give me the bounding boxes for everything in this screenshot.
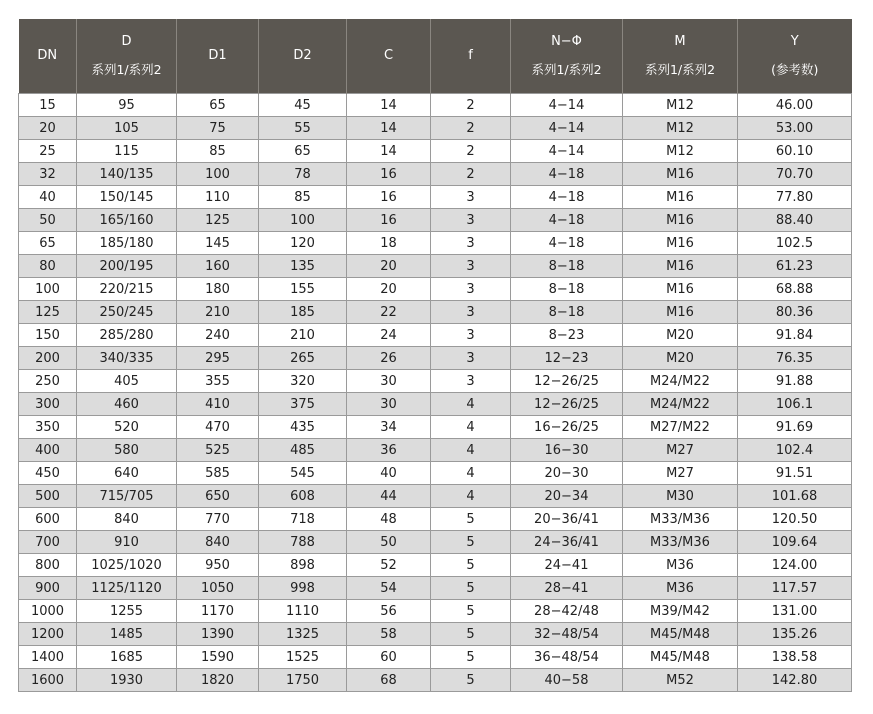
table-cell-m: M45/M48	[623, 623, 738, 646]
column-header-label: DN	[37, 48, 58, 63]
table-cell-d: 105	[77, 117, 177, 140]
table-cell-m: M16	[623, 186, 738, 209]
table-cell-dn: 65	[19, 232, 77, 255]
table-row	[19, 393, 852, 416]
column-header-f	[431, 19, 511, 94]
column-header-sublabel: (参考数)	[771, 62, 819, 77]
table-cell-d1: 75	[177, 117, 259, 140]
table-cell-m: M24/M22	[623, 393, 738, 416]
table-row	[19, 600, 852, 623]
column-header-sublabel: 系列1/系列2	[91, 62, 162, 77]
table-cell-c: 14	[347, 117, 431, 140]
table-cell-y: 120.50	[738, 508, 852, 531]
table-cell-d2: 120	[259, 232, 347, 255]
table-cell-d: 285/280	[77, 324, 177, 347]
column-header-label: M	[674, 34, 686, 49]
table-cell-n-phi: 4−14	[511, 140, 623, 163]
table-cell-dn: 350	[19, 416, 77, 439]
table-cell-f: 4	[431, 462, 511, 485]
table-cell-c: 50	[347, 531, 431, 554]
table-cell-m: M16	[623, 209, 738, 232]
table-cell-n-phi: 4−18	[511, 209, 623, 232]
table-cell-d2: 1110	[259, 600, 347, 623]
table-cell-d: 1255	[77, 600, 177, 623]
table-cell-f: 3	[431, 186, 511, 209]
table-cell-d2: 1325	[259, 623, 347, 646]
table-cell-c: 68	[347, 669, 431, 692]
table-cell-n-phi: 8−18	[511, 255, 623, 278]
table-cell-d2: 375	[259, 393, 347, 416]
header-row	[19, 19, 852, 94]
table-cell-y: 70.70	[738, 163, 852, 186]
column-header-label: Y	[790, 34, 799, 49]
table-cell-c: 36	[347, 439, 431, 462]
table-cell-m: M52	[623, 669, 738, 692]
table-cell-d2: 1525	[259, 646, 347, 669]
table-cell-m: M36	[623, 577, 738, 600]
table-cell-d2: 85	[259, 186, 347, 209]
table-row	[19, 623, 852, 646]
table-row	[19, 209, 852, 232]
table-cell-f: 2	[431, 94, 511, 117]
table-cell-d: 220/215	[77, 278, 177, 301]
table-cell-f: 5	[431, 646, 511, 669]
table-cell-d: 1485	[77, 623, 177, 646]
table-cell-dn: 1400	[19, 646, 77, 669]
table-cell-m: M24/M22	[623, 370, 738, 393]
table-cell-y: 91.51	[738, 462, 852, 485]
table-cell-y: 109.64	[738, 531, 852, 554]
table-cell-d2: 435	[259, 416, 347, 439]
table-cell-n-phi: 28−42/48	[511, 600, 623, 623]
table-cell-d1: 125	[177, 209, 259, 232]
table-cell-d1: 85	[177, 140, 259, 163]
table-cell-m: M27	[623, 462, 738, 485]
table-cell-d: 715/705	[77, 485, 177, 508]
table-cell-f: 3	[431, 301, 511, 324]
table-row	[19, 278, 852, 301]
table-row	[19, 324, 852, 347]
table-cell-f: 5	[431, 554, 511, 577]
table-cell-d1: 180	[177, 278, 259, 301]
table-cell-d2: 45	[259, 94, 347, 117]
table-cell-d1: 950	[177, 554, 259, 577]
table-cell-n-phi: 32−48/54	[511, 623, 623, 646]
table-row	[19, 186, 852, 209]
column-header-label: C	[383, 48, 394, 63]
table-cell-c: 24	[347, 324, 431, 347]
table-cell-n-phi: 20−30	[511, 462, 623, 485]
table-cell-c: 52	[347, 554, 431, 577]
table-cell-d1: 160	[177, 255, 259, 278]
table-cell-d: 185/180	[77, 232, 177, 255]
table-cell-dn: 20	[19, 117, 77, 140]
table-cell-f: 2	[431, 117, 511, 140]
table-cell-d: 1685	[77, 646, 177, 669]
table-cell-f: 4	[431, 416, 511, 439]
table-cell-n-phi: 20−36/41	[511, 508, 623, 531]
table-cell-c: 56	[347, 600, 431, 623]
table-cell-d: 200/195	[77, 255, 177, 278]
table-row	[19, 140, 852, 163]
column-header-label: D1	[208, 48, 227, 63]
column-header-y	[738, 19, 852, 94]
table-cell-y: 117.57	[738, 577, 852, 600]
table-cell-d: 95	[77, 94, 177, 117]
table-cell-c: 16	[347, 163, 431, 186]
table-cell-d2: 55	[259, 117, 347, 140]
table-cell-d2: 185	[259, 301, 347, 324]
table-cell-y: 46.00	[738, 94, 852, 117]
table-cell-dn: 150	[19, 324, 77, 347]
table-cell-y: 68.88	[738, 278, 852, 301]
table-row	[19, 646, 852, 669]
table-cell-m: M12	[623, 117, 738, 140]
table-cell-f: 3	[431, 255, 511, 278]
table-cell-n-phi: 4−18	[511, 232, 623, 255]
table-cell-d2: 135	[259, 255, 347, 278]
table-cell-c: 16	[347, 209, 431, 232]
table-cell-dn: 250	[19, 370, 77, 393]
table-cell-c: 58	[347, 623, 431, 646]
table-cell-n-phi: 24−41	[511, 554, 623, 577]
table-cell-dn: 600	[19, 508, 77, 531]
table-cell-d2: 898	[259, 554, 347, 577]
table-cell-f: 3	[431, 370, 511, 393]
table-cell-d: 580	[77, 439, 177, 462]
table-cell-n-phi: 28−41	[511, 577, 623, 600]
table-cell-n-phi: 36−48/54	[511, 646, 623, 669]
table-cell-y: 124.00	[738, 554, 852, 577]
table-cell-y: 142.80	[738, 669, 852, 692]
table-cell-d1: 1050	[177, 577, 259, 600]
table-cell-d1: 65	[177, 94, 259, 117]
column-header-d2	[259, 19, 347, 94]
table-cell-c: 14	[347, 94, 431, 117]
column-header-label: f	[468, 48, 473, 63]
table-cell-m: M16	[623, 255, 738, 278]
table-cell-y: 77.80	[738, 186, 852, 209]
table-cell-d1: 1390	[177, 623, 259, 646]
table-cell-m: M45/M48	[623, 646, 738, 669]
table-cell-m: M12	[623, 140, 738, 163]
table-cell-d1: 100	[177, 163, 259, 186]
table-row	[19, 416, 852, 439]
table-cell-d2: 155	[259, 278, 347, 301]
table-cell-d2: 1750	[259, 669, 347, 692]
table-cell-y: 106.1	[738, 393, 852, 416]
table-cell-y: 88.40	[738, 209, 852, 232]
table-cell-d: 840	[77, 508, 177, 531]
table-cell-c: 60	[347, 646, 431, 669]
table-cell-d1: 145	[177, 232, 259, 255]
table-cell-d: 1025/1020	[77, 554, 177, 577]
table-cell-y: 138.58	[738, 646, 852, 669]
table-cell-f: 3	[431, 324, 511, 347]
table-cell-y: 101.68	[738, 485, 852, 508]
table-cell-dn: 100	[19, 278, 77, 301]
table-cell-f: 5	[431, 669, 511, 692]
table-row	[19, 347, 852, 370]
table-cell-d: 340/335	[77, 347, 177, 370]
table-cell-m: M16	[623, 163, 738, 186]
table-cell-n-phi: 8−18	[511, 301, 623, 324]
table-cell-d2: 788	[259, 531, 347, 554]
table-cell-d1: 1590	[177, 646, 259, 669]
table-cell-m: M16	[623, 232, 738, 255]
table-cell-c: 34	[347, 416, 431, 439]
table-body	[19, 94, 852, 692]
table-cell-f: 4	[431, 393, 511, 416]
table-row	[19, 301, 852, 324]
table-row	[19, 117, 852, 140]
table-cell-c: 14	[347, 140, 431, 163]
table-cell-c: 48	[347, 508, 431, 531]
column-header-sublabel: 系列1/系列2	[644, 62, 716, 77]
table-cell-d: 1125/1120	[77, 577, 177, 600]
table-cell-d1: 650	[177, 485, 259, 508]
table-cell-dn: 500	[19, 485, 77, 508]
table-cell-d2: 210	[259, 324, 347, 347]
table-cell-d: 520	[77, 416, 177, 439]
column-header-label: N−Φ	[551, 34, 582, 49]
table-cell-n-phi: 12−26/25	[511, 393, 623, 416]
table-cell-n-phi: 4−14	[511, 94, 623, 117]
table-cell-dn: 900	[19, 577, 77, 600]
table-cell-c: 30	[347, 370, 431, 393]
table-cell-y: 53.00	[738, 117, 852, 140]
table-cell-d2: 78	[259, 163, 347, 186]
table-cell-dn: 1600	[19, 669, 77, 692]
table-cell-f: 5	[431, 531, 511, 554]
table-row	[19, 554, 852, 577]
table-cell-dn: 300	[19, 393, 77, 416]
table-cell-n-phi: 12−23	[511, 347, 623, 370]
table-cell-n-phi: 8−23	[511, 324, 623, 347]
table-cell-c: 40	[347, 462, 431, 485]
table-cell-dn: 400	[19, 439, 77, 462]
table-cell-dn: 80	[19, 255, 77, 278]
table-cell-y: 91.69	[738, 416, 852, 439]
table-cell-c: 54	[347, 577, 431, 600]
table-cell-dn: 25	[19, 140, 77, 163]
table-row	[19, 577, 852, 600]
table-cell-dn: 450	[19, 462, 77, 485]
table-cell-dn: 32	[19, 163, 77, 186]
table-cell-dn: 200	[19, 347, 77, 370]
table-cell-dn: 800	[19, 554, 77, 577]
table-cell-n-phi: 20−34	[511, 485, 623, 508]
column-header-c	[347, 19, 431, 94]
table-cell-dn: 50	[19, 209, 77, 232]
table-row	[19, 94, 852, 117]
table-cell-f: 4	[431, 485, 511, 508]
table-cell-m: M20	[623, 324, 738, 347]
column-header-label: D2	[293, 48, 312, 63]
table-cell-d1: 770	[177, 508, 259, 531]
table-cell-d2: 265	[259, 347, 347, 370]
column-header-label: D	[121, 34, 132, 49]
table-row	[19, 462, 852, 485]
table-row	[19, 255, 852, 278]
table-row	[19, 370, 852, 393]
table-cell-c: 30	[347, 393, 431, 416]
table-cell-n-phi: 16−30	[511, 439, 623, 462]
table-cell-y: 135.26	[738, 623, 852, 646]
table-cell-c: 16	[347, 186, 431, 209]
table-cell-d1: 240	[177, 324, 259, 347]
table-cell-dn: 1200	[19, 623, 77, 646]
table-cell-d: 640	[77, 462, 177, 485]
table-cell-d: 115	[77, 140, 177, 163]
table-cell-d1: 470	[177, 416, 259, 439]
table-cell-f: 5	[431, 577, 511, 600]
table-cell-m: M27/M22	[623, 416, 738, 439]
table-cell-d1: 1170	[177, 600, 259, 623]
table-cell-n-phi: 4−18	[511, 186, 623, 209]
table-row	[19, 163, 852, 186]
table-cell-c: 18	[347, 232, 431, 255]
table-row	[19, 508, 852, 531]
table-cell-d: 165/160	[77, 209, 177, 232]
table-cell-n-phi: 4−18	[511, 163, 623, 186]
table-cell-d1: 585	[177, 462, 259, 485]
table-cell-d: 910	[77, 531, 177, 554]
table-cell-y: 80.36	[738, 301, 852, 324]
table-cell-d2: 65	[259, 140, 347, 163]
table-cell-y: 91.88	[738, 370, 852, 393]
table-cell-d: 1930	[77, 669, 177, 692]
table-cell-d2: 320	[259, 370, 347, 393]
table-cell-dn: 15	[19, 94, 77, 117]
table-cell-d: 250/245	[77, 301, 177, 324]
table-cell-d1: 110	[177, 186, 259, 209]
table-cell-m: M30	[623, 485, 738, 508]
table-cell-d: 460	[77, 393, 177, 416]
table-cell-d: 150/145	[77, 186, 177, 209]
table-cell-y: 91.84	[738, 324, 852, 347]
table-cell-f: 4	[431, 439, 511, 462]
table-cell-y: 102.5	[738, 232, 852, 255]
table-row	[19, 669, 852, 692]
table-cell-y: 60.10	[738, 140, 852, 163]
column-header-m	[623, 19, 738, 94]
column-header-d	[77, 19, 177, 94]
table-cell-f: 3	[431, 232, 511, 255]
table-cell-m: M36	[623, 554, 738, 577]
table-cell-d1: 355	[177, 370, 259, 393]
table-cell-m: M20	[623, 347, 738, 370]
column-header-dn	[19, 19, 77, 94]
table-cell-d2: 998	[259, 577, 347, 600]
table-cell-m: M39/M42	[623, 600, 738, 623]
table-cell-d1: 525	[177, 439, 259, 462]
table-cell-c: 20	[347, 278, 431, 301]
table-cell-m: M27	[623, 439, 738, 462]
table-cell-dn: 1000	[19, 600, 77, 623]
table-cell-y: 76.35	[738, 347, 852, 370]
table-cell-d1: 410	[177, 393, 259, 416]
table-row	[19, 439, 852, 462]
table-cell-f: 5	[431, 600, 511, 623]
table-cell-c: 26	[347, 347, 431, 370]
table-cell-d2: 718	[259, 508, 347, 531]
table-cell-m: M16	[623, 301, 738, 324]
table-cell-n-phi: 16−26/25	[511, 416, 623, 439]
table-cell-m: M12	[623, 94, 738, 117]
table-cell-d2: 608	[259, 485, 347, 508]
table-cell-y: 102.4	[738, 439, 852, 462]
column-header-sublabel: 系列1/系列2	[531, 62, 602, 77]
table-cell-f: 3	[431, 347, 511, 370]
table-cell-y: 61.23	[738, 255, 852, 278]
table-cell-n-phi: 40−58	[511, 669, 623, 692]
table-cell-f: 3	[431, 278, 511, 301]
table-cell-m: M33/M36	[623, 508, 738, 531]
table-cell-c: 22	[347, 301, 431, 324]
table-cell-d1: 840	[177, 531, 259, 554]
table-cell-f: 5	[431, 623, 511, 646]
table-cell-d2: 485	[259, 439, 347, 462]
table-row	[19, 485, 852, 508]
flange-dimension-table	[18, 19, 852, 692]
table-cell-d1: 210	[177, 301, 259, 324]
column-header-d1	[177, 19, 259, 94]
table-cell-d1: 295	[177, 347, 259, 370]
table-cell-c: 44	[347, 485, 431, 508]
table-cell-n-phi: 4−14	[511, 117, 623, 140]
column-header-n-phi	[511, 19, 623, 94]
table-cell-dn: 125	[19, 301, 77, 324]
table-cell-dn: 40	[19, 186, 77, 209]
table-cell-f: 3	[431, 209, 511, 232]
table-cell-f: 2	[431, 140, 511, 163]
table-cell-n-phi: 8−18	[511, 278, 623, 301]
table-cell-d: 405	[77, 370, 177, 393]
table-cell-d2: 545	[259, 462, 347, 485]
table-cell-y: 131.00	[738, 600, 852, 623]
table-cell-n-phi: 12−26/25	[511, 370, 623, 393]
table-row	[19, 531, 852, 554]
table-cell-n-phi: 24−36/41	[511, 531, 623, 554]
table-cell-dn: 700	[19, 531, 77, 554]
table-cell-m: M33/M36	[623, 531, 738, 554]
table-cell-d1: 1820	[177, 669, 259, 692]
table-cell-d2: 100	[259, 209, 347, 232]
table-cell-c: 20	[347, 255, 431, 278]
table-cell-f: 5	[431, 508, 511, 531]
table-cell-m: M16	[623, 278, 738, 301]
table-cell-d: 140/135	[77, 163, 177, 186]
table-row	[19, 232, 852, 255]
table-cell-f: 2	[431, 163, 511, 186]
